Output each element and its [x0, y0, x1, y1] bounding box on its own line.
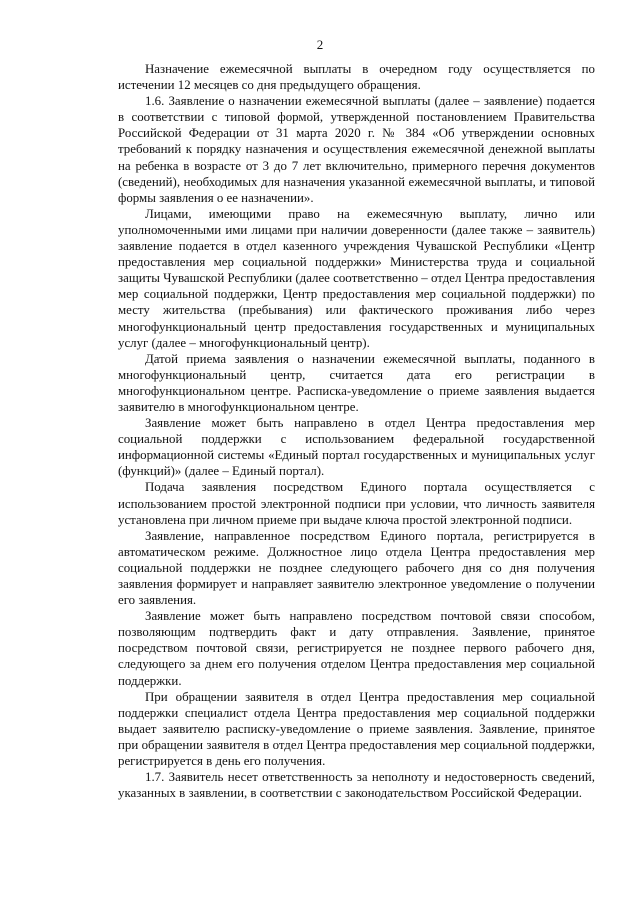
paragraph: При обращении заявителя в отдел Центра предоставления мер социальной поддержки специалист отдела Центра предоставления мер социальной поддержки выдает заявителю расписку-уведомление о приеме заявления. Заявление, принятое при обращении заявителя в отдел Центра предоставления мер социальной поддержки, регистрируется в день его получения.	[118, 689, 595, 769]
paragraph: Лицами, имеющими право на ежемесячную выплату, лично или уполномоченными ими лицами при наличии доверенности (далее также – заявитель) заявление подается в отдел казенного учреждения Чувашской Республики «Центр предоставления мер социальной поддержки» Министерства труда и социальной защиты Чувашской Республики (далее соответственно – отдел Центра предоставления мер социальной поддержки, Центр предоставления мер социальной поддержки) по месту жительства (пребывания) или фактического проживания либо через многофункциональный центр предоставления государственных и муниципальных услуг (далее – многофункциональный центр).	[118, 206, 595, 350]
paragraph: Заявление может быть направлено в отдел Центра предоставления мер социальной поддержки с использованием федеральной государственной информационной системы «Единый портал государственных и муниципальных услуг (функций)» (далее – Единый портал).	[118, 416, 595, 479]
document-body	[118, 61, 595, 801]
paragraph: Датой приема заявления о назначении ежемесячной выплаты, поданного в многофункциональный центр, считается дата его регистрации в многофункциональном центре. Расписка-уведомление о приеме заявления выдается заявителю в многофункциональном центре.	[118, 351, 595, 414]
paragraph: Назначение ежемесячной выплаты в очередном году осуществляется по истечении 12 месяцев со дня предыдущего обращения.	[118, 62, 595, 93]
paragraph: Заявление, направленное посредством Единого портала, регистрируется в автоматическом режиме. Должностное лицо отдела Центра предоставления мер социальной поддержки не позднее следующего рабочего дня со дня получения заявления формирует и направляет заявителю электронное уведомление о получении его заявления.	[118, 528, 595, 608]
paragraph: Заявление может быть направлено посредством почтовой связи способом, позволяющим подтвердить факт и дату отправления. Заявление, принятое посредством почтовой связи, регистрируется не позднее первого рабочего дня, следующего за днем его получения отделом Центра предоставления мер социальной поддержки.	[118, 609, 595, 688]
paragraph: 1.6. Заявление о назначении ежемесячной выплаты (далее – заявление) подается в соответствии с типовой формой, утвержденной постановлением Правительства Российской Федерации от 31 марта 2020 г. № 384 «Об утверждении основных требований к порядку назначения и осуществления ежемесячной денежной выплаты на ребенка в возрасте от 3 до 7 лет включительно, примерного перечня документов (сведений), необходимых для назначения указанной ежемесячной выплаты, и типовой формы заявления о ее назначении».	[118, 94, 595, 205]
paragraph: Подача заявления посредством Единого портала осуществляется с использованием простой электронной подписи при условии, что личность заявителя установлена при личном приеме при выдаче ключа простой электронной подписи.	[118, 480, 595, 527]
page-number: 2	[316, 37, 324, 52]
paragraph: 1.7. Заявитель несет ответственность за неполноту и недостоверность сведений, указанных в заявлении, в соответствии с законодательством Российской Федерации.	[118, 770, 595, 801]
